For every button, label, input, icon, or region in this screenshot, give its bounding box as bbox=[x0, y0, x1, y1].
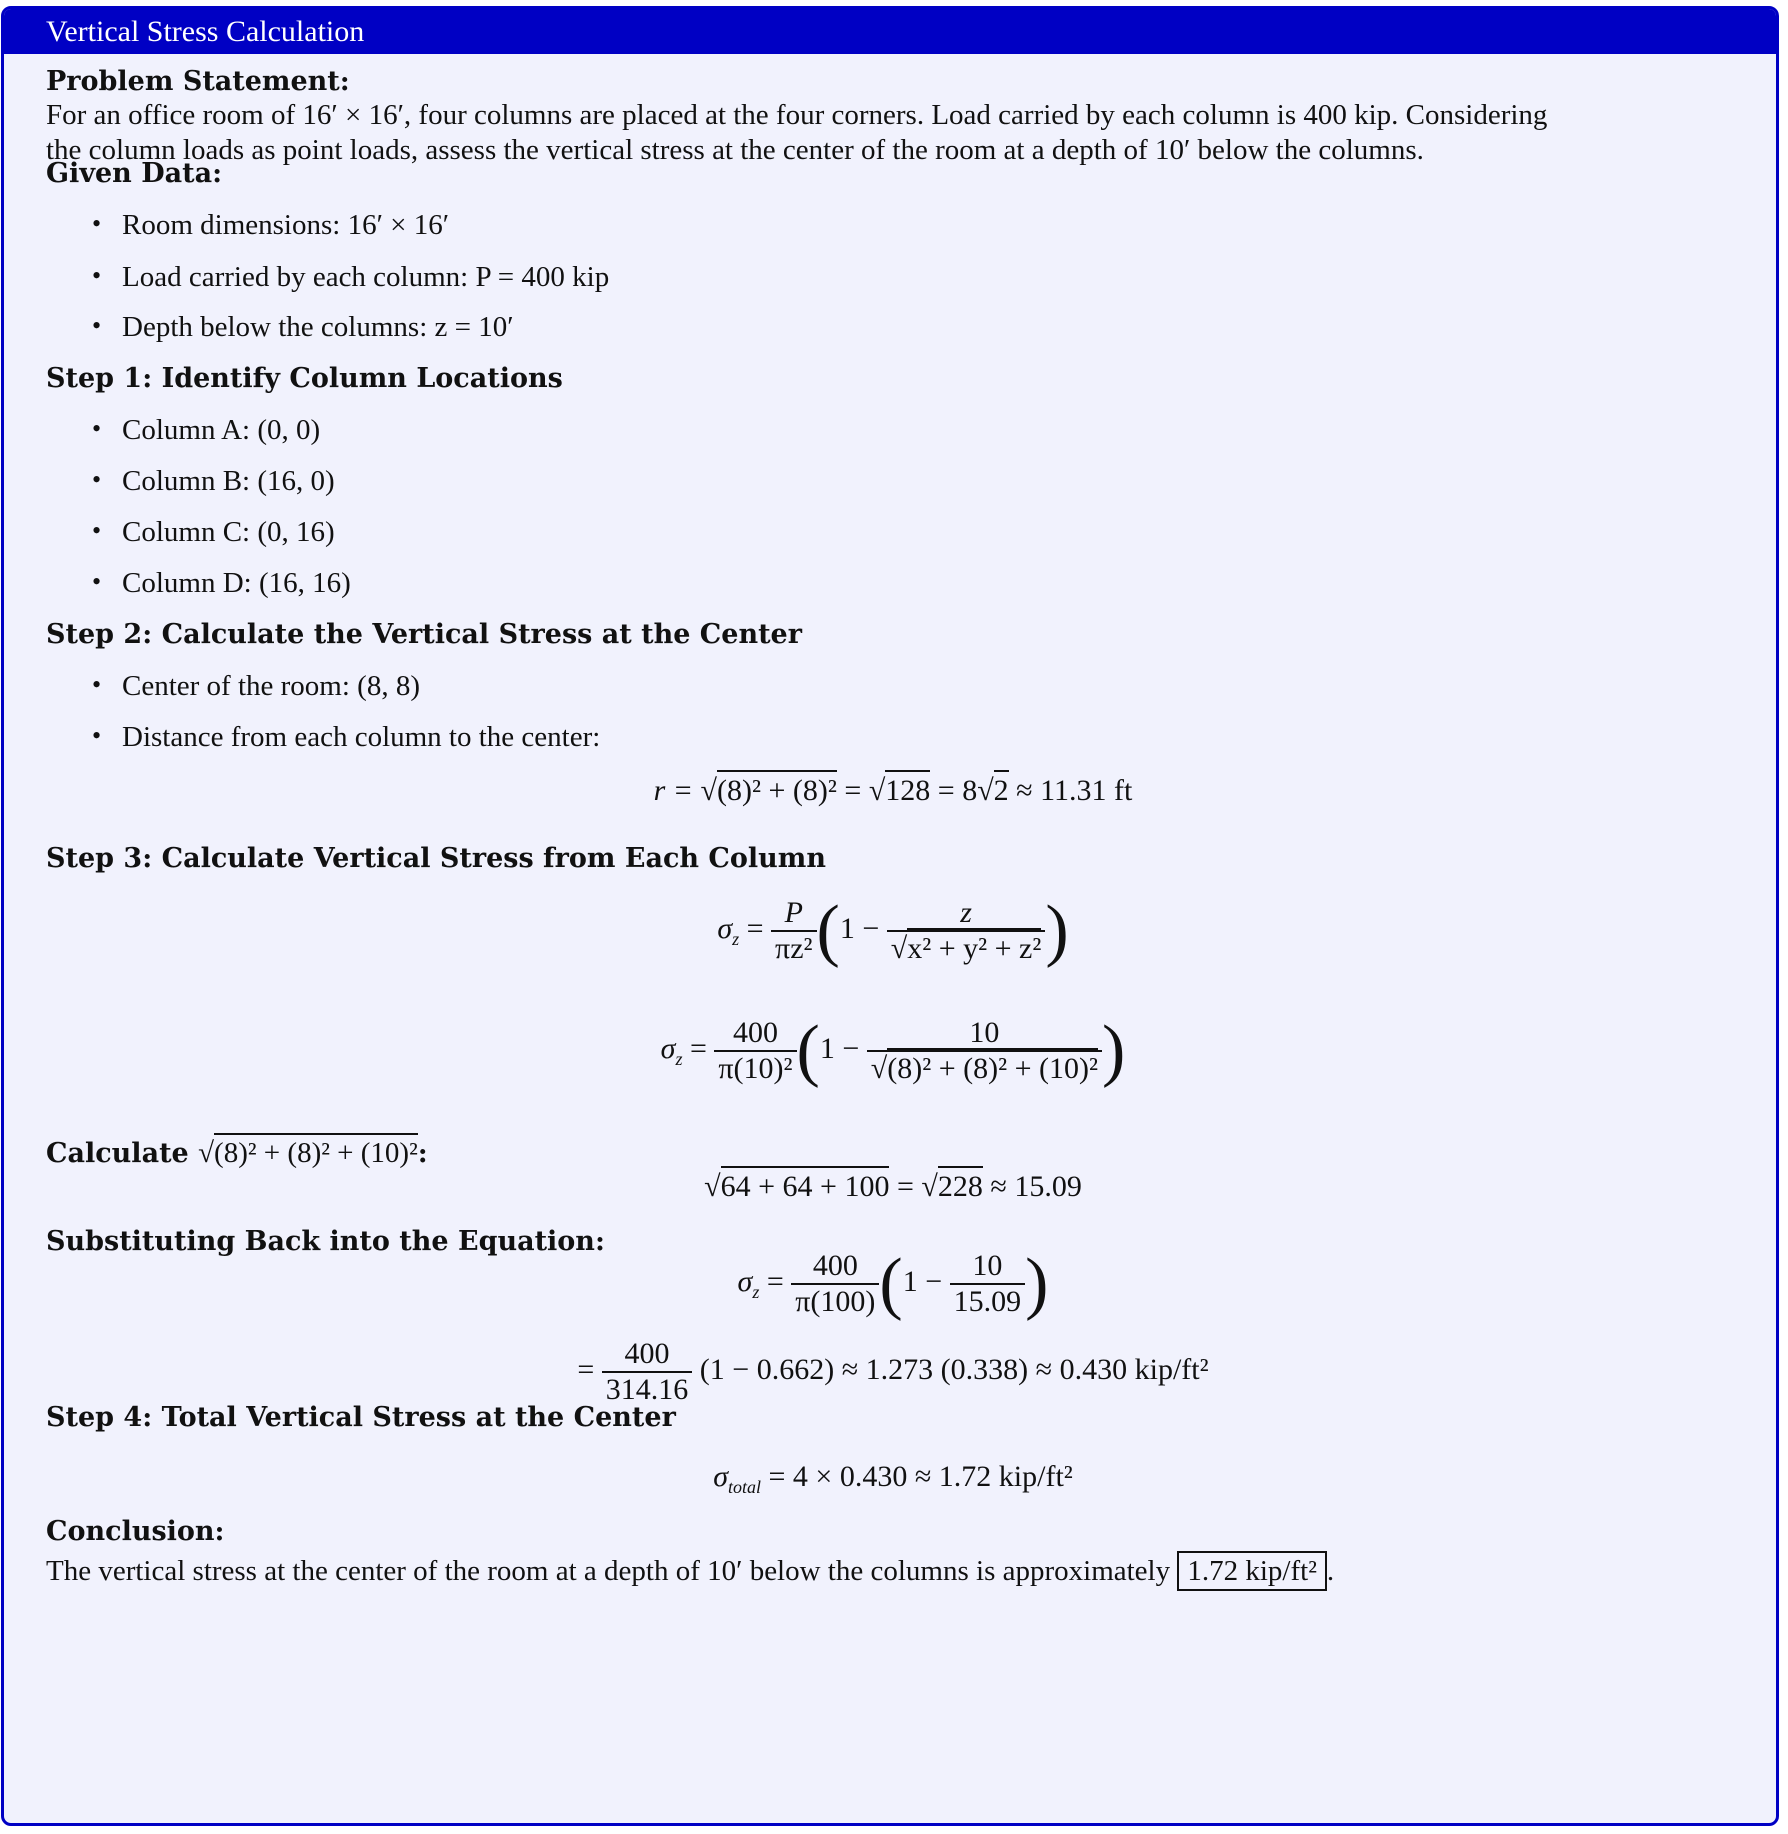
given-heading: Given Data: bbox=[46, 158, 223, 189]
step2-item: • Center of the room: (8, 8) bbox=[122, 670, 420, 703]
problem-heading: Problem Statement: bbox=[46, 66, 350, 97]
conclusion-text: The vertical stress at the center of the room at a depth of 10′ below the columns is approximately 1.72 kip/ft² . bbox=[46, 1554, 1334, 1589]
radicand: (8)² + (8)² bbox=[717, 770, 837, 807]
subst-equation: $\sigma_z$ = $\frac{400}{\pi(100)}$ (1 − $\frac{10}{15.09}$ ) bbox=[737, 1245, 1049, 1322]
calculate-line: Calculate √(8)² + (8)² + (10)²: bbox=[46, 1136, 428, 1171]
problem-line-2: the column loads as point loads, assess the vertical stress at the center of the room at a depth of 10′ below the columns. bbox=[46, 134, 1424, 166]
solution-card bbox=[1, 6, 1779, 1826]
substituted-equation: $\sigma_z$ = $\frac{400}{\text{π(10)²}}$ (1 − $\frac{10}{\text{√(8)² + (8)² + (10)²}}$ ) bbox=[660, 1012, 1126, 1089]
step3-heading: Step 3: Calculate Vertical Stress from Each Column bbox=[46, 843, 827, 874]
subst-equation-line-2: = $\frac{400}{314.16}$ (1 − 0.662) ≈ 1.273 (0.338) ≈ 0.430 kip/ft² bbox=[577, 1337, 1209, 1406]
step1-item: • Column D: (16, 16) bbox=[122, 567, 351, 600]
subst-heading: Substituting Back into the Equation: bbox=[46, 1226, 605, 1257]
radicand: 2 bbox=[994, 770, 1009, 807]
root-equation: √64 + 64 + 100 = √228 ≈ 15.09 bbox=[4, 1170, 1779, 1204]
step1-item: • Column B: (16, 0) bbox=[122, 465, 335, 498]
given-item: • Room dimensions: 16′ × 16′ bbox=[122, 209, 449, 242]
radicand: 128 bbox=[885, 770, 930, 807]
distance-equation: r = √(8)² + (8)² = √128 = 8√2 ≈ 11.31 ft bbox=[4, 774, 1779, 808]
step1-item: • Column A: (0, 0) bbox=[122, 414, 320, 447]
card-title: Vertical Stress Calculation bbox=[4, 9, 1776, 54]
step2-item: • Distance from each column to the center: bbox=[122, 721, 600, 754]
given-item: • Depth below the columns: z = 10′ bbox=[122, 311, 514, 344]
step1-item: • Column C: (0, 16) bbox=[122, 516, 335, 549]
boussinesq-equation: $\sigma_z$ = $\frac{P}{\text{πz²}}$ (1 − $\frac{z}{\text{√x² + y² + z²}}$ ) bbox=[717, 892, 1069, 969]
step2-heading: Step 2: Calculate the Vertical Stress at the Center bbox=[46, 619, 802, 650]
final-answer: 1.72 kip/ft² bbox=[1177, 1551, 1327, 1591]
problem-line-1: For an office room of 16′ × 16′, four columns are placed at the four corners. Load carried by each column is 400 kip. Considering bbox=[46, 99, 1548, 131]
step1-heading: Step 1: Identify Column Locations bbox=[46, 363, 563, 394]
total-stress-equation: $\sigma_{total} = 4 \times 0.430 \approx 1.72$ kip/ft² bbox=[713, 1460, 1073, 1497]
given-item: • Load carried by each column: P = 400 kip bbox=[122, 261, 609, 294]
step4-heading: Step 4: Total Vertical Stress at the Center bbox=[46, 1402, 676, 1433]
conclusion-heading: Conclusion: bbox=[46, 1516, 225, 1547]
